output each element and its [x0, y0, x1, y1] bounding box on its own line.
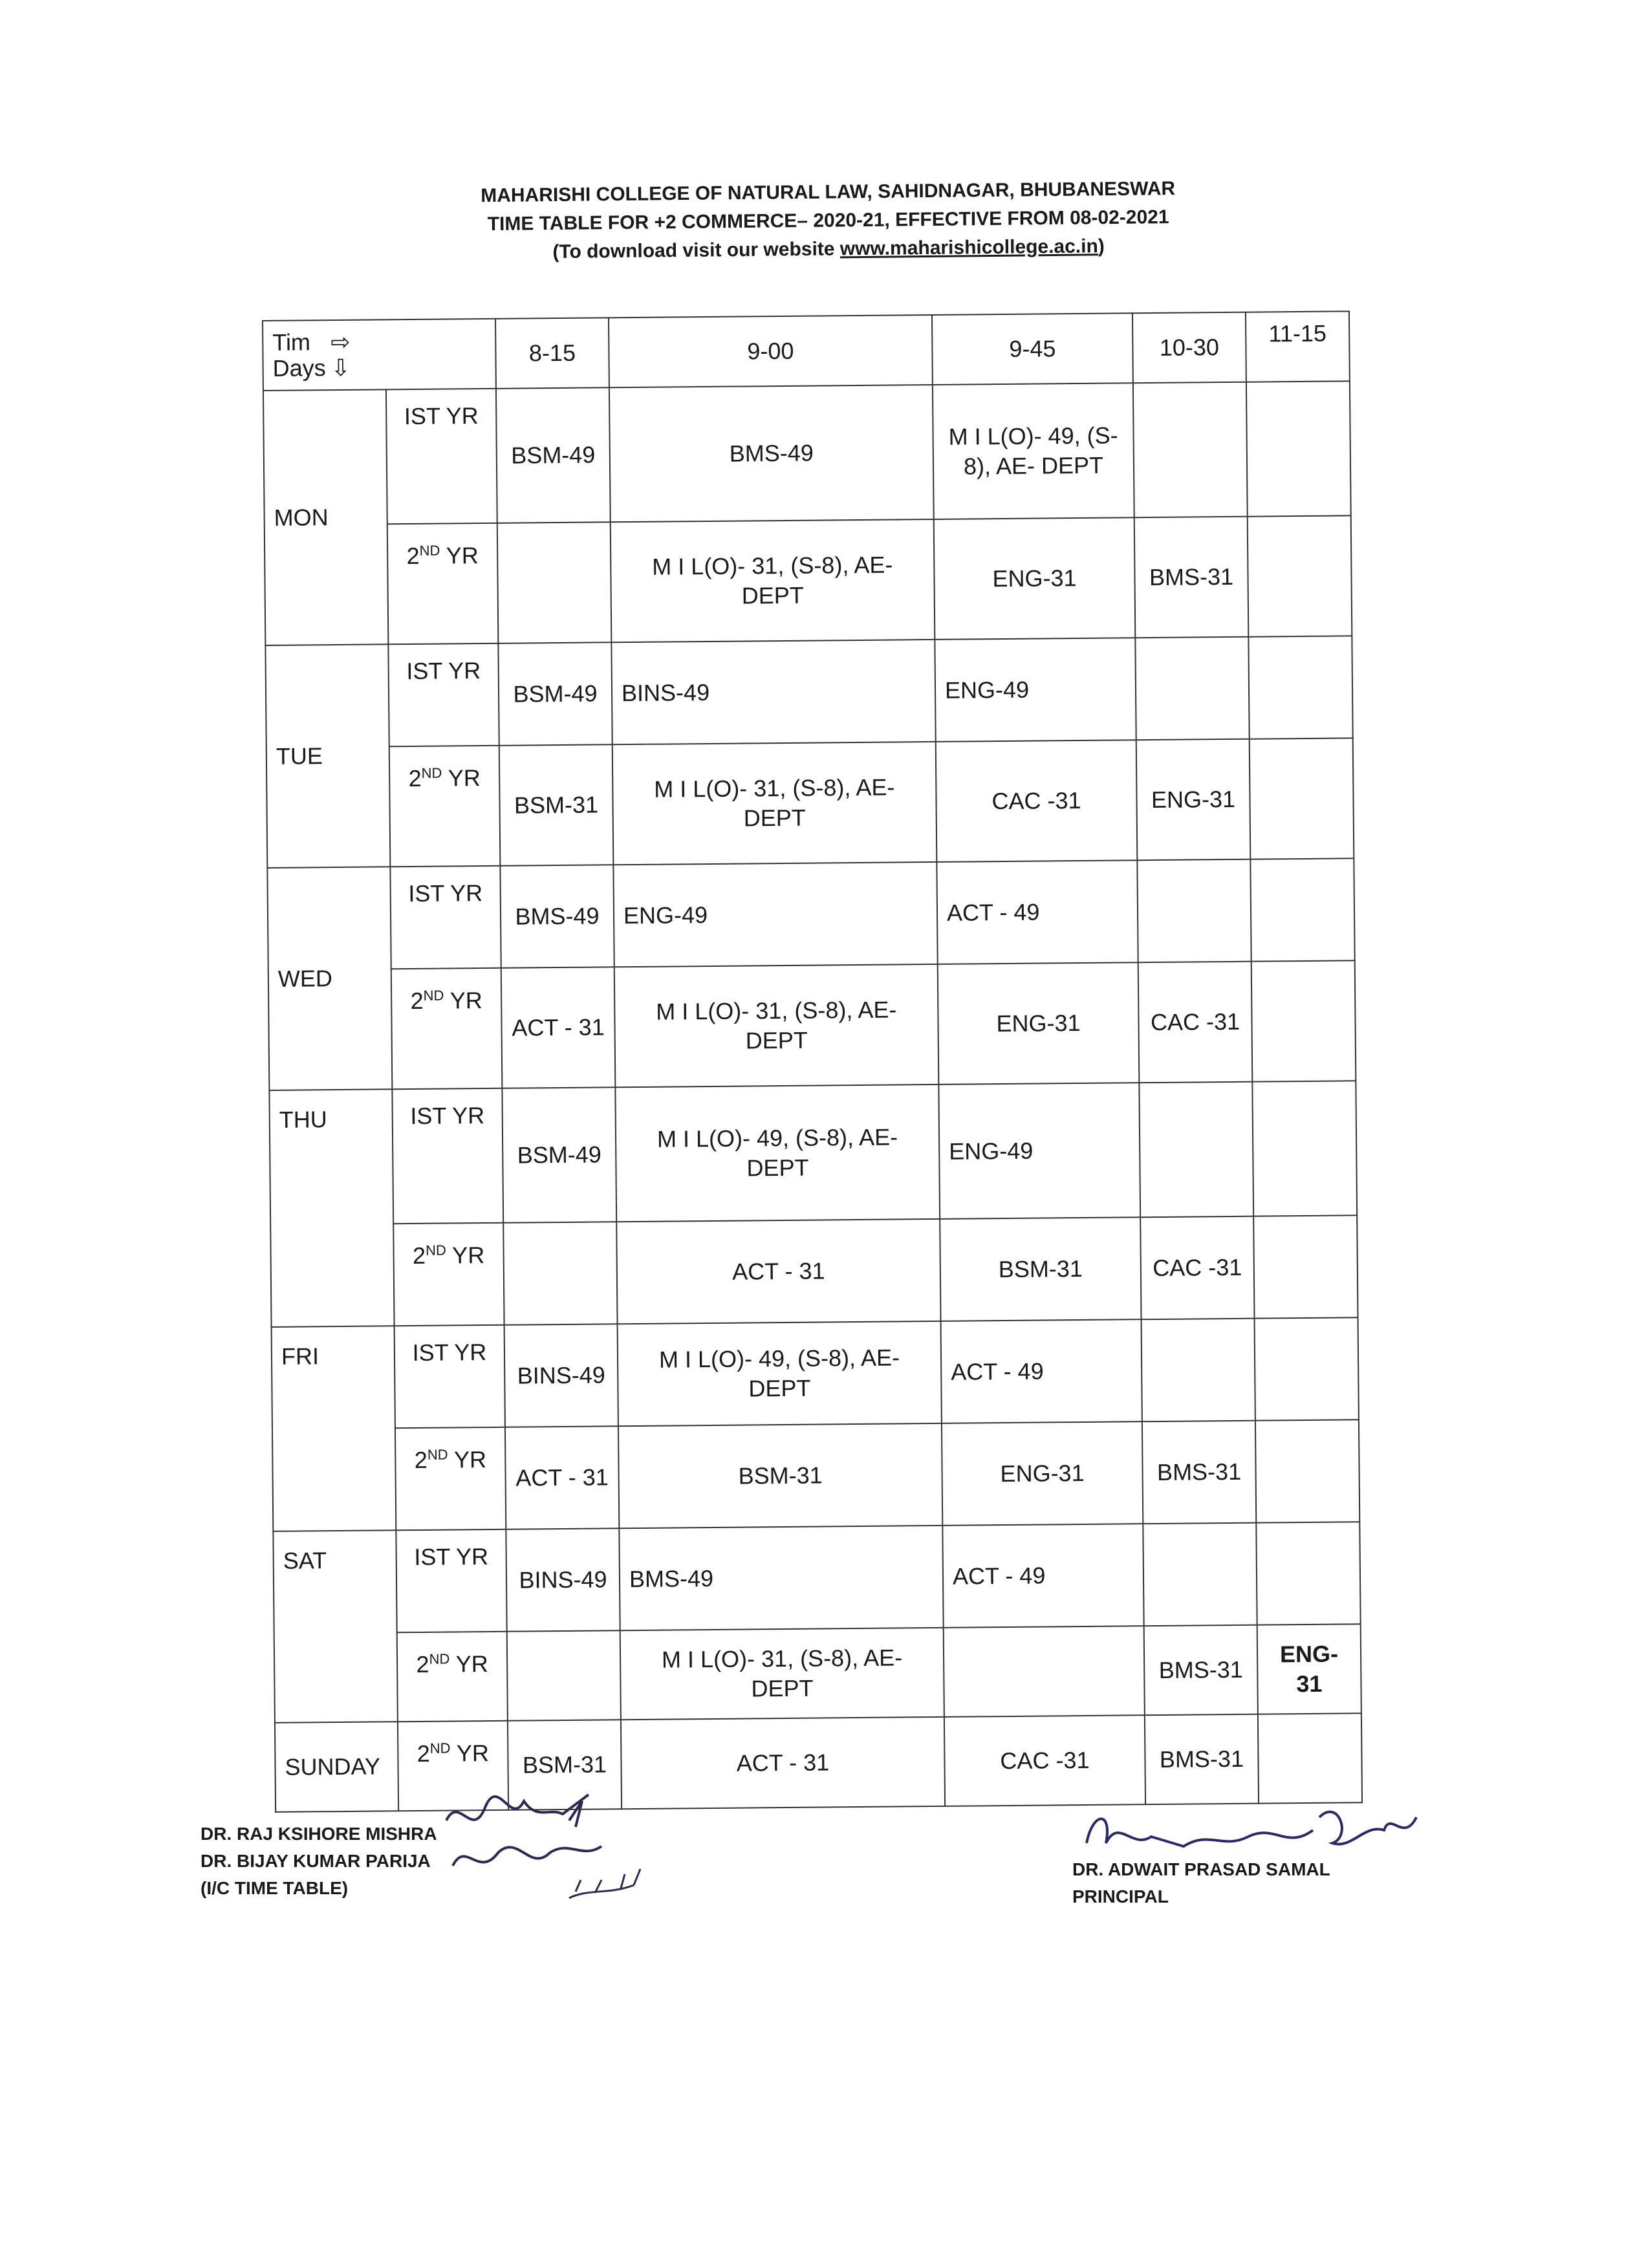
table-row — [265, 636, 1352, 748]
time-header: 9-45 — [932, 313, 1133, 385]
timetable-cell: M I L(O)- 49, (S-8), AE- DEPT — [615, 1085, 940, 1222]
timetable-cell — [1250, 858, 1354, 961]
timetable-cell — [1251, 960, 1356, 1081]
year2-suffix: ND — [429, 1740, 451, 1756]
download-note-suffix: ) — [1098, 235, 1105, 257]
arrow-right-icon: ⇨ — [330, 328, 351, 356]
year2-suffix: ND — [423, 987, 444, 1004]
year2-label: YR — [449, 1650, 488, 1678]
timetable-cell: CAC -31 — [944, 1715, 1145, 1806]
year2-label: YR — [450, 1740, 490, 1767]
timetable-cell: ACT - 31 — [616, 1219, 940, 1324]
time-header-row — [263, 311, 1350, 391]
timetable-cell: BSM-49 — [498, 642, 612, 746]
timetable-cell: M I L(O)- 31, (S-8), AE- DEPT — [614, 964, 939, 1087]
timetable-cell: BSM-31 — [499, 744, 614, 866]
timetable-cell — [1137, 859, 1251, 963]
year2-suffix: ND — [421, 764, 442, 781]
year2-number: 2 — [417, 1740, 430, 1767]
year2-label: YR — [448, 1446, 487, 1473]
timetable-cell: ENG-31 — [942, 1421, 1143, 1526]
year2-number: 2 — [416, 1650, 429, 1678]
year-cell: IST YR — [395, 1325, 505, 1428]
timetable-cell: ENG-49 — [938, 1083, 1140, 1219]
timetable-cell: ACT - 49 — [942, 1524, 1143, 1628]
year2-label: YR — [442, 764, 481, 792]
year2-suffix: ND — [419, 542, 440, 559]
timetable-cell: BMS-31 — [1144, 1625, 1258, 1716]
timetable-cell: BMS-49 — [609, 385, 934, 522]
year2-number: 2 — [414, 1446, 428, 1474]
year-cell — [387, 523, 499, 644]
signatory-role: PRINCIPAL — [1072, 1886, 1169, 1906]
timetable-cell: ENG-31 — [938, 962, 1140, 1085]
timetable-cell: BSM-31 — [940, 1217, 1141, 1321]
year2-label: YR — [440, 542, 479, 569]
year-cell — [391, 968, 503, 1089]
timetable-cell: M I L(O)- 31, (S-8), AE- DEPT — [611, 519, 935, 642]
timetable-cell — [1135, 637, 1249, 740]
timetable-cell — [944, 1626, 1145, 1717]
document-header — [310, 173, 1346, 269]
timetable-cell: M I L(O)- 31, (S-8), AE- DEPT — [612, 742, 937, 865]
handwritten-signature-left — [440, 1782, 711, 1911]
timetable-cell — [1139, 1082, 1253, 1218]
timetable-cell — [507, 1630, 621, 1721]
year-cell: IST YR — [388, 643, 499, 746]
timetable-cell — [1248, 636, 1352, 739]
timetable-cell — [497, 522, 612, 643]
timetable-cell — [1248, 515, 1352, 636]
table-row — [267, 858, 1354, 970]
timetable — [262, 310, 1363, 1813]
timetable-cell — [1246, 381, 1351, 516]
timetable-cell: ENG-49 — [613, 862, 937, 967]
timetable-cell — [1250, 738, 1354, 859]
timetable-cell — [1142, 1319, 1255, 1422]
timetable-cell — [1133, 382, 1248, 518]
corner-days-label: Days — [272, 354, 326, 382]
table-row — [268, 960, 1356, 1090]
day-cell: THU — [269, 1089, 394, 1327]
timetable-cell: CAC -31 — [1140, 1216, 1254, 1320]
time-header: 8-15 — [495, 318, 609, 389]
timetable-cell: ENG-31 — [1257, 1624, 1361, 1714]
timetable-cell: BSM-31 — [618, 1423, 942, 1528]
year2-label: YR — [446, 1242, 485, 1269]
timetable-cell: ACT - 31 — [501, 967, 616, 1088]
timetable-cell: ACT - 49 — [941, 1319, 1142, 1423]
year2-number: 2 — [412, 1242, 426, 1269]
year-cell — [397, 1632, 508, 1722]
year-cell — [393, 1223, 504, 1326]
year-cell — [389, 746, 501, 867]
table-row — [263, 381, 1351, 525]
timetable-cell: BSM-31 — [508, 1720, 622, 1810]
year-cell: IST YR — [386, 389, 497, 524]
day-cell: SAT — [273, 1530, 398, 1723]
college-name: MAHARISHI COLLEGE OF NATURAL LAW, SAHIDNAGAR, BHUBANESWAR — [481, 177, 1176, 207]
year2-number: 2 — [408, 764, 422, 792]
table-row — [269, 1081, 1357, 1225]
timetable-cell: ACT - 49 — [937, 860, 1138, 964]
timetable-cell: BSM-49 — [496, 387, 611, 523]
corner-tim-label: Tim — [272, 329, 311, 356]
day-cell: FRI — [272, 1326, 396, 1531]
timetable-cell: ENG-31 — [934, 517, 1136, 640]
timetable-cell: BMS-31 — [1145, 1714, 1259, 1805]
day-cell: MON — [263, 389, 388, 645]
timetable-cell: ENG-31 — [1136, 739, 1251, 861]
corner-cell — [263, 319, 496, 391]
download-note-prefix: (To download visit our website — [552, 238, 840, 263]
timetable-cell: BINS-49 — [611, 640, 935, 744]
timetable-cell — [1255, 1317, 1359, 1420]
table-row — [274, 1624, 1361, 1723]
year2-number: 2 — [406, 542, 420, 570]
signatory-name: DR. RAJ KSIHORE MISHRA — [200, 1824, 437, 1844]
year-cell: IST YR — [396, 1529, 506, 1632]
timetable-cell — [1258, 1713, 1362, 1803]
day-cell: WED — [267, 867, 392, 1090]
left-signatory-block — [200, 1820, 437, 1902]
signatory-name: DR. BIJAY KUMAR PARIJA — [200, 1851, 431, 1871]
timetable-cell: BINS-49 — [506, 1528, 620, 1632]
signatory-name: DR. ADWAIT PRASAD SAMAL — [1072, 1859, 1330, 1879]
timetable-cell: M I L(O)- 49, (S-8), AE- DEPT — [618, 1321, 942, 1426]
year-cell: IST YR — [390, 866, 501, 969]
timetable-cell: ACT - 31 — [621, 1717, 945, 1809]
time-header: 9-00 — [609, 315, 933, 387]
timetable-title: TIME TABLE FOR +2 COMMERCE– 2020-21, EFFECTIVE FROM 08-02-2021 — [487, 206, 1169, 235]
timetable-cell — [1256, 1522, 1360, 1625]
year2-suffix: ND — [425, 1242, 446, 1258]
table-row — [272, 1420, 1359, 1531]
year2-label: YR — [444, 987, 482, 1014]
arrow-down-icon: ⇩ — [330, 354, 351, 382]
time-header: 11-15 — [1246, 311, 1350, 382]
year2-suffix: ND — [427, 1446, 448, 1463]
year-cell — [395, 1427, 506, 1530]
timetable-cell: M I L(O)- 31, (S-8), AE- DEPT — [620, 1628, 944, 1720]
timetable-cell: CAC -31 — [936, 740, 1138, 862]
timetable-cell: BMS-31 — [1142, 1421, 1256, 1524]
timetable-cell — [503, 1222, 617, 1325]
table-row — [273, 1522, 1360, 1634]
year2-suffix: ND — [429, 1650, 450, 1667]
timetable-cell — [1252, 1081, 1357, 1216]
timetable-cell — [1143, 1523, 1257, 1626]
right-signatory-block — [1072, 1856, 1330, 1910]
timetable-cell: CAC -31 — [1138, 962, 1253, 1083]
timetable-cell: BMS-49 — [500, 865, 614, 968]
timetable-cell: ENG-49 — [935, 638, 1136, 742]
timetable-cell: ACT - 31 — [505, 1426, 619, 1529]
table-row — [265, 515, 1352, 645]
year-cell: IST YR — [392, 1088, 503, 1224]
day-cell: TUE — [265, 644, 390, 868]
day-cell: SUNDAY — [275, 1722, 398, 1812]
signatory-role: (I/C TIME TABLE) — [200, 1878, 349, 1898]
table-row — [272, 1317, 1359, 1429]
website-link[interactable]: www.maharishicollege.ac.in — [839, 235, 1099, 260]
time-header: 10-30 — [1132, 312, 1246, 383]
timetable-cell: BMS-31 — [1134, 517, 1249, 638]
timetable-cell: BMS-49 — [619, 1526, 943, 1630]
timetable-cell — [1255, 1420, 1359, 1522]
year2-number: 2 — [410, 987, 424, 1015]
table-row — [270, 1215, 1358, 1327]
timetable-cell — [1253, 1215, 1358, 1318]
timetable-cell: BINS-49 — [504, 1324, 618, 1427]
table-row — [266, 738, 1354, 868]
timetable-cell: BSM-49 — [502, 1087, 616, 1223]
timetable-cell: M I L(O)- 49, (S-8), AE- DEPT — [933, 383, 1134, 519]
